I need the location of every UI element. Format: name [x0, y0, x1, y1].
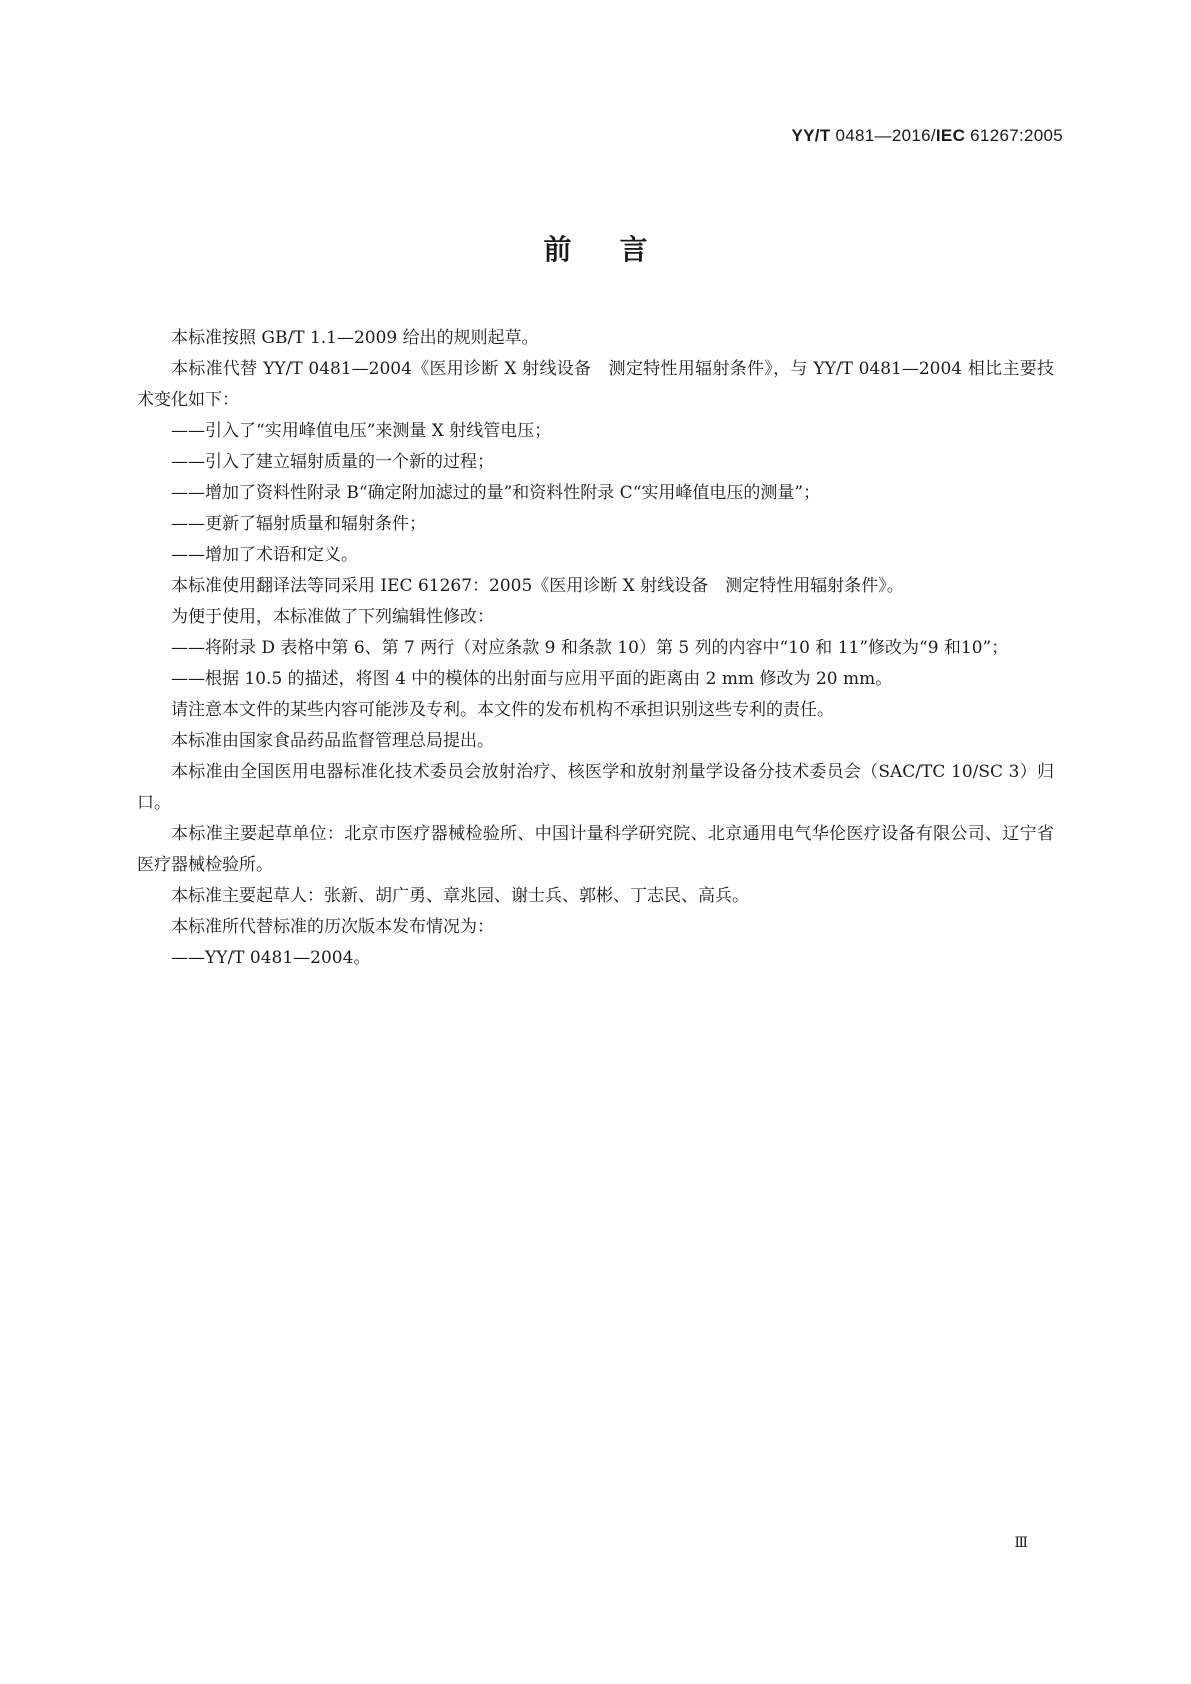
foreword-body: [137, 323, 1054, 974]
list-item: ——引入了“实用峰值电压”来测量 X 射线管电压；: [171, 421, 552, 441]
paragraph-history-intro: 本标准所代替标准的历次版本发布情况为：: [171, 917, 494, 937]
list-item: ——增加了资料性附录 B“确定附加滤过的量”和资料性附录 C“实用峰值电压的测量”；: [171, 483, 821, 503]
paragraph-edits-intro: 为便于使用，本标准做了下列编辑性修改：: [171, 607, 494, 627]
list-item: ——增加了术语和定义。: [171, 545, 358, 565]
document-header: [792, 126, 1063, 146]
list-item: ——根据 10.5 的描述，将图 4 中的模体的出射面与应用平面的距离由 2 mm 修改为 20 mm。: [171, 669, 893, 689]
list-item: ——更新了辐射质量和辐射条件；: [171, 514, 426, 534]
paragraph-drafting-rules: 本标准按照 GB/T 1.1—2009 给出的规则起草。: [171, 328, 539, 348]
paragraph-drafters: 本标准主要起草人：张新、胡广勇、章兆园、谢士兵、郭彬、丁志民、高兵。: [171, 886, 749, 906]
standard-code: YY/T: [791, 126, 831, 145]
list-item: ——将附录 D 表格中第 6、第 7 两行（对应条款 9 和条款 10）第 5 列的内容中“10 和 11”修改为“9 和10”；: [171, 638, 1009, 658]
paragraph-drafting-units: 本标准主要起草单位：北京市医疗器械检验所、中国计量科学研究院、北京通用电气华伦医疗设备有限公司、辽宁省医疗器械检验所。: [137, 824, 1054, 875]
list-item: ——YY/T 0481—2004。: [171, 948, 371, 968]
iec-code: IEC: [935, 126, 966, 145]
paragraph-proposed-by: 本标准由国家食品药品监督管理总局提出。: [171, 731, 494, 751]
paragraph-replaces: 本标准代替 YY/T 0481—2004《医用诊断 X 射线设备 测定特性用辐射条件》，与 YY/T 0481—2004 相比主要技术变化如下：: [137, 359, 1054, 410]
paragraph-patent-notice: 请注意本文件的某些内容可能涉及专利。本文件的发布机构不承担识别这些专利的责任。: [171, 700, 834, 720]
standard-number: 0481—2016/: [830, 126, 936, 145]
page-number: Ⅲ: [1014, 1535, 1028, 1551]
paragraph-translation: 本标准使用翻译法等同采用 IEC 61267：2005《医用诊断 X 射线设备 测定特性用辐射条件》。: [171, 576, 904, 596]
list-item: ——引入了建立辐射质量的一个新的过程；: [171, 452, 494, 472]
iec-number: 61267:2005: [965, 126, 1063, 145]
page-title: 前言: [543, 233, 696, 266]
paragraph-centralized-by: 本标准由全国医用电器标准化技术委员会放射治疗、核医学和放射剂量学设备分技术委员会（SAC/TC 10/SC 3）归口。: [137, 762, 1054, 813]
